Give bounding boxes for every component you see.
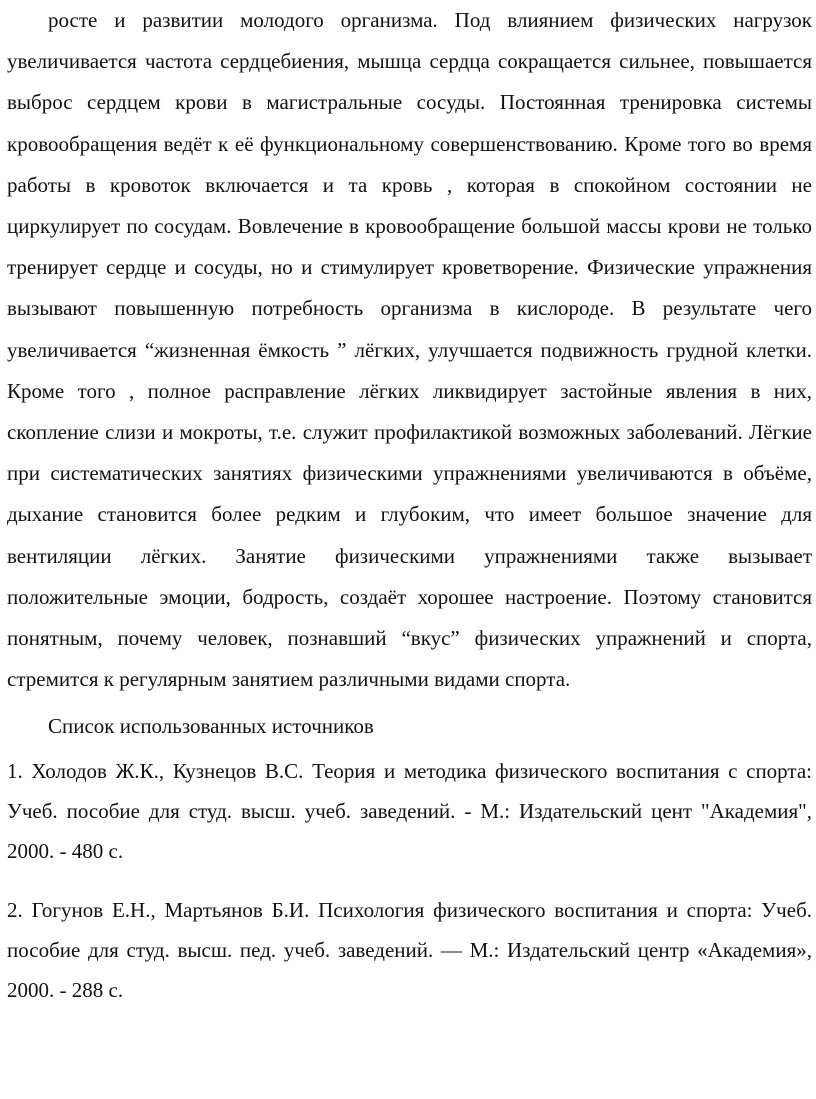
document-page — [7, 0, 812, 1010]
source-item-1: 1. Холодов Ж.К., Кузнецов В.С. Теория и методика физического воспитания с спорта: Учеб. пособие для студ. высш. учеб. заведений. - М.: Издательский цент "Академия", 2000. - 480 с. — [7, 759, 812, 864]
sources-heading: Список использованных источников — [48, 714, 374, 739]
body-paragraph: росте и развитии молодого организма. Под влиянием физических нагрузок увеличивается частота сердцебиения, мышца сердца сокращается сильнее, повышается выброс сердцем крови в магистральные сосуды. Постоянная тренировка системы кровообращения ведёт к её функциональному совершенствованию. Кроме того во время работы в кровоток включается и та кровь , которая в спокойном состоянии не циркулирует по сосудам. Вовлечение в кровообращение большой массы крови не только тренирует сердце и сосуды, но и стимулирует кроветворение. Физические упражнения вызывают повышенную потребность организма в кислороде. В результате чего увеличивается “жизненная ёмкость ” лёгких, улучшается подвижность грудной клетки. Кроме того , полное расправление лёгких ликвидирует застойные явления в них, скопление слизи и мокроты, т.е. служит профилактикой возможных заболеваний. Лёгкие при систематических занятиях физическими упражнениями увеличиваются в объёме, дыхание становится более редким и глубоким, что имеет большое значение для вентиляции лёгких. Занятие физическими упражнениями также вызывает положительные эмоции, бодрость, создаёт хорошее настроение. Поэтому становится понятным, почему человек, познавший “вкус” физических упражнений и спорта, стремится к регулярным занятием различными видами спорта. — [7, 8, 812, 692]
source-item-2: 2. Гогунов Е.Н., Мартьянов Б.И. Психология физического воспитания и спорта: Учеб. пособие для студ. высш. пед. учеб. заведений. — М.: Издательский центр «Академия», 2000. - 288 с. — [7, 898, 812, 1003]
